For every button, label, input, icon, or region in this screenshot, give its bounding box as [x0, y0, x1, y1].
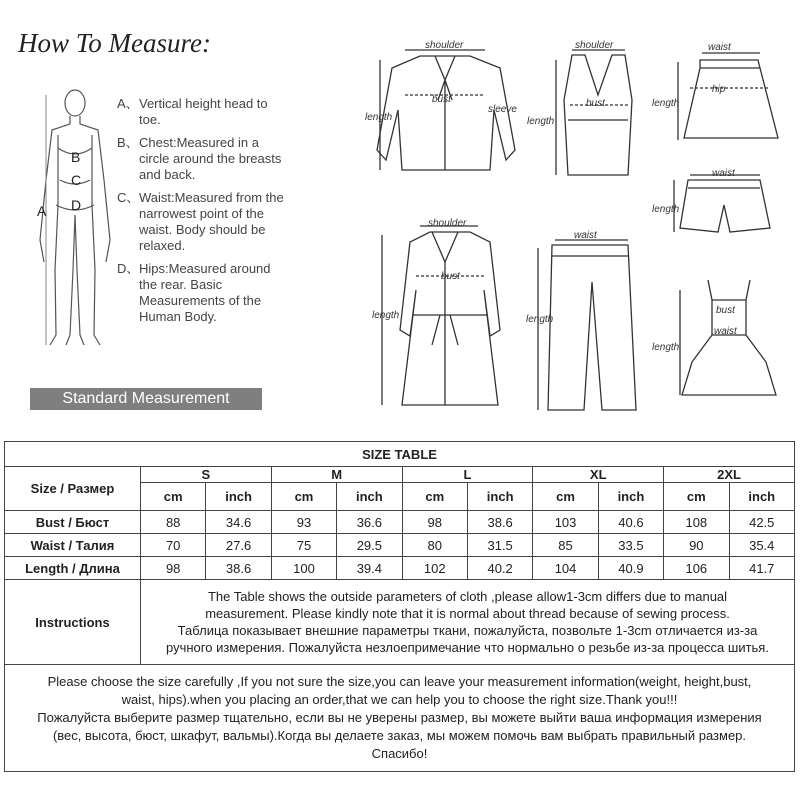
body-label-b: B — [71, 149, 81, 165]
table-cell: 40.6 — [598, 511, 663, 534]
blouse-length-label: length — [365, 112, 393, 123]
coat-drawing — [382, 226, 500, 405]
table-cell: 104 — [533, 557, 598, 580]
blouse-shoulder-label: shoulder — [425, 40, 464, 51]
note-line: Please choose the size carefully ,If you not sure the size,you can leave your measurement information(weight, height,bust, — [47, 674, 752, 689]
unit-inch: inch — [467, 483, 532, 511]
dress-waist-label: waist — [714, 326, 737, 337]
table-cell: 38.6 — [467, 511, 532, 534]
measure-item-b: B、 Chest:Measured in a circle around the breasts and back. — [117, 135, 282, 182]
table-cell: 70 — [141, 534, 206, 557]
blouse-bust-label: bust — [432, 94, 451, 105]
tank-shoulder-label: shoulder — [575, 40, 614, 51]
table-cell: 88 — [141, 511, 206, 534]
size-table — [4, 441, 795, 772]
note-line: Пожалуйста выберите размер тщательно, если вы не уверены размер, вы можете выйти ваша информация измерения — [37, 710, 762, 725]
table-cell: 29.5 — [337, 534, 402, 557]
dress-length-label: length — [652, 342, 680, 353]
size-l: L — [402, 467, 533, 483]
size-header: Size / Размер — [5, 467, 141, 511]
table-cell: 36.6 — [337, 511, 402, 534]
skirt-waist-label: waist — [708, 42, 731, 53]
instructions-line: The Table shows the outside parameters of cloth ,please allow1-3cm differs due to manual — [207, 589, 728, 604]
measure-item-a: A、 Vertical height head to toe. — [117, 96, 268, 127]
blouse-sleeve-label: sleeve — [488, 104, 517, 115]
table-cell: 93 — [271, 511, 336, 534]
size-note — [5, 665, 795, 772]
instructions-text — [141, 580, 795, 665]
row-label: Bust / Бюст — [5, 511, 141, 534]
size-2xl: 2XL — [664, 467, 795, 483]
skirt-drawing — [678, 53, 778, 140]
coat-bust-label: bust — [441, 271, 460, 282]
table-cell: 42.5 — [729, 511, 794, 534]
tank-length-label: length — [527, 116, 555, 127]
size-table-title: SIZE TABLE — [5, 442, 795, 467]
shorts-length-label: length — [652, 204, 680, 215]
unit-inch: inch — [598, 483, 663, 511]
body-label-c: C — [71, 172, 82, 188]
coat-shoulder-label: shoulder — [428, 218, 467, 229]
instructions-row — [5, 580, 795, 665]
skirt-hip-label: hip — [712, 84, 726, 95]
standard-measurement-badge: Standard Measurement — [30, 388, 262, 410]
table-cell: 39.4 — [337, 557, 402, 580]
body-figure — [40, 90, 110, 345]
row-label: Length / Длина — [5, 557, 141, 580]
note-line: waist, hips).when you placing an order,that we can help you to choose the right size.Thank you!!! — [121, 692, 678, 707]
unit-cm: cm — [402, 483, 467, 511]
table-cell: 34.6 — [206, 511, 271, 534]
tank-bust-label: bust — [586, 98, 605, 109]
trousers-waist-label: waist — [574, 230, 597, 241]
instructions-line: ручного измерения. Пожалуйста незлоепримечание что нормально о резьбе из-за процесса шитья. — [166, 640, 769, 655]
table-cell: 27.6 — [206, 534, 271, 557]
row-label: Waist / Талия — [5, 534, 141, 557]
measure-item-d: D、 Hips:Measured around the rear. Basic Measurements of the Human Body. — [117, 261, 271, 324]
table-cell: 102 — [402, 557, 467, 580]
unit-cm: cm — [141, 483, 206, 511]
table-cell: 100 — [271, 557, 336, 580]
size-s: S — [141, 467, 272, 483]
table-cell: 103 — [533, 511, 598, 534]
table-cell: 40.9 — [598, 557, 663, 580]
table-cell: 41.7 — [729, 557, 794, 580]
how-to-measure-title: How To Measure: — [18, 28, 212, 58]
unit-inch: inch — [729, 483, 794, 511]
skirt-length-label: length — [652, 98, 680, 109]
unit-inch: inch — [206, 483, 271, 511]
table-row-length — [5, 557, 795, 580]
table-cell: 38.6 — [206, 557, 271, 580]
shorts-waist-label: waist — [712, 168, 735, 179]
tank-top-drawing — [556, 50, 632, 175]
size-xl: XL — [533, 467, 664, 483]
table-cell: 80 — [402, 534, 467, 557]
instructions-line: Таблица показывает внешние параметры ткани, пожалуйста, позвольте 1-3cm отличается из-за — [177, 623, 758, 638]
table-cell: 75 — [271, 534, 336, 557]
instructions-label: Instructions — [5, 580, 141, 665]
table-cell: 108 — [664, 511, 729, 534]
table-cell: 33.5 — [598, 534, 663, 557]
unit-cm: cm — [664, 483, 729, 511]
body-label-a: A — [37, 203, 47, 219]
note-line: (вес, высота, бюст, шкафут, вальмы).Когда вы делаете заказ, мы можем помочь вам выбрать правильный размер. — [52, 728, 747, 743]
notes-row — [5, 665, 795, 772]
unit-cm: cm — [271, 483, 336, 511]
table-cell: 98 — [141, 557, 206, 580]
dress-drawing — [680, 280, 776, 395]
trousers-drawing — [538, 240, 636, 410]
table-cell: 106 — [664, 557, 729, 580]
unit-cm: cm — [533, 483, 598, 511]
table-cell: 98 — [402, 511, 467, 534]
note-line: Спасибо! — [371, 746, 428, 761]
body-label-d: D — [71, 197, 82, 213]
table-cell: 35.4 — [729, 534, 794, 557]
table-cell: 90 — [664, 534, 729, 557]
unit-inch: inch — [337, 483, 402, 511]
trousers-length-label: length — [526, 314, 554, 325]
table-cell: 31.5 — [467, 534, 532, 557]
table-cell: 85 — [533, 534, 598, 557]
table-row-bust — [5, 511, 795, 534]
shorts-drawing — [674, 175, 770, 232]
instructions-line: measurement. Please kindly note that it is normal about thread because of sewing process. — [205, 606, 730, 621]
measurement-list — [117, 96, 287, 332]
table-row-waist — [5, 534, 795, 557]
table-cell: 40.2 — [467, 557, 532, 580]
size-m: M — [271, 467, 402, 483]
coat-length-label: length — [372, 310, 400, 321]
measure-item-c: C、 Waist:Measured from the narrowest point of the waist. Body should be relaxed. — [117, 190, 284, 253]
dress-bust-label: bust — [716, 305, 735, 316]
